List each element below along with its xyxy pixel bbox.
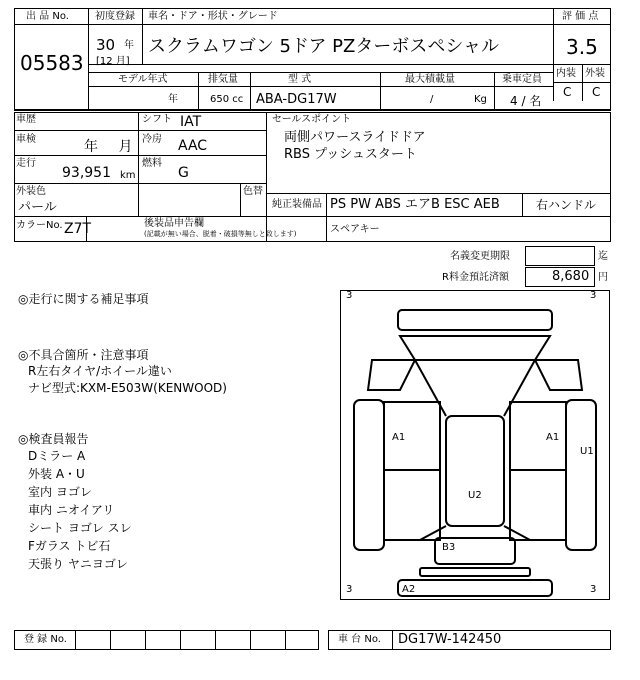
mark-left-door: A1 bbox=[392, 432, 406, 443]
mileage-value: 93,951 bbox=[62, 165, 111, 181]
sales-point-2: RBS プッシュスタート bbox=[284, 147, 417, 162]
roof-outline bbox=[446, 416, 504, 526]
rear-bumper-outline bbox=[398, 580, 552, 596]
ac-label: 冷房 bbox=[142, 134, 162, 145]
mark-rear-bumper: A2 bbox=[402, 584, 416, 595]
aftermarket-value: スペアキー bbox=[330, 224, 380, 235]
mark-rear: B3 bbox=[442, 542, 456, 553]
front-left-mark: 3 bbox=[346, 290, 353, 301]
car-diagram bbox=[340, 290, 610, 600]
front-bumper-outline bbox=[398, 310, 552, 330]
shift-value: IAT bbox=[180, 114, 202, 130]
model-year-label: モデル年式 bbox=[118, 74, 168, 85]
defect-1: R左右タイヤ/ホイール違い bbox=[28, 364, 172, 378]
chassis-label: 車 台 No. bbox=[338, 634, 381, 645]
defects-title: ◎不具合箇所・注意事項 bbox=[18, 348, 149, 362]
inspector-4: 車内 ニオイアリ bbox=[28, 503, 115, 517]
name-change-box bbox=[525, 246, 595, 266]
chassis-no: DG17W-142450 bbox=[398, 632, 502, 647]
max-load-unit: Kg bbox=[474, 94, 487, 105]
color-no: Z7T bbox=[64, 221, 92, 237]
drive-notes-title: ◎走行に関する補足事項 bbox=[18, 292, 149, 306]
type-value: ABA-DG17W bbox=[256, 92, 337, 107]
sales-point-label: セールスポイント bbox=[272, 114, 352, 125]
sales-point-1: 両側パワースライドドア bbox=[284, 130, 426, 145]
exterior-color: パール bbox=[18, 200, 57, 215]
left-side-outline bbox=[354, 400, 384, 550]
steering: 右ハンドル bbox=[536, 198, 597, 212]
inspector-7: 天張り ヤニヨゴレ bbox=[28, 557, 128, 571]
capacity-label: 乗車定員 bbox=[502, 74, 542, 85]
mark-right-door: A1 bbox=[546, 432, 560, 443]
front-right-mark: 3 bbox=[590, 290, 597, 301]
recycle-value: 8,680 bbox=[552, 269, 590, 284]
right-rear-door-outline bbox=[510, 470, 566, 540]
eval-score: 3.5 bbox=[566, 35, 598, 59]
fuel-label: 燃料 bbox=[142, 158, 162, 169]
rear-left-mark: 3 bbox=[346, 584, 353, 595]
color-no-label: カラーNo. bbox=[16, 220, 63, 231]
lot-label: 出 品 No. bbox=[26, 11, 69, 22]
color-change-label: 色替 bbox=[243, 186, 263, 197]
shift-label: シフト bbox=[142, 114, 172, 125]
fuel-value: G bbox=[178, 165, 189, 181]
type-label: 型 式 bbox=[288, 74, 312, 85]
exterior-color-label: 外装色 bbox=[16, 186, 46, 197]
defect-2: ナビ型式:KXM-E503W(KENWOOD) bbox=[28, 381, 227, 395]
rear-panel-outline bbox=[420, 568, 530, 576]
lot-number: 05583 bbox=[20, 51, 84, 75]
inspector-1: Dミラー A bbox=[28, 449, 86, 463]
max-load-slash: / bbox=[430, 94, 434, 105]
mileage-label: 走行 bbox=[16, 158, 36, 169]
exterior-grade: C bbox=[592, 85, 601, 99]
eval-label: 評 価 点 bbox=[562, 11, 599, 22]
standard-equip-label: 純正装備品 bbox=[272, 199, 322, 210]
name-change-unit: 迄 bbox=[598, 251, 608, 262]
mark-right-side: U1 bbox=[580, 446, 594, 457]
displacement-label: 排気量 bbox=[208, 74, 238, 85]
first-reg-year: 30 bbox=[96, 36, 116, 54]
aftermarket-note: (記載が無い場合、脱着・破損等無しと致します) bbox=[144, 230, 297, 238]
interior-grade: C bbox=[563, 85, 572, 99]
model-year-unit: 年 bbox=[168, 94, 178, 105]
recycle-label: R料金預託済額 bbox=[442, 272, 509, 283]
first-reg-month: [12 月] bbox=[96, 56, 130, 67]
inspector-5: シート ヨゴレ スレ bbox=[28, 521, 132, 535]
ac-value: AAC bbox=[178, 138, 208, 154]
inspector-3: 室内 ヨゴレ bbox=[28, 485, 92, 499]
history-label: 車歴 bbox=[16, 114, 36, 125]
right-side-outline bbox=[566, 400, 596, 550]
left-fender-outline bbox=[368, 360, 415, 390]
inspector-2: 外装 A・U bbox=[28, 467, 85, 481]
windshield-outline bbox=[400, 336, 550, 360]
aftermarket-label: 後装品申告欄 bbox=[144, 218, 204, 229]
recycle-unit: 円 bbox=[598, 272, 608, 283]
right-fender-outline bbox=[535, 360, 582, 390]
first-reg-year-unit: 年 bbox=[124, 40, 134, 51]
mileage-unit: km bbox=[120, 170, 136, 181]
exterior-label: 外装 bbox=[585, 68, 605, 79]
reg-no-label: 登 録 No. bbox=[24, 634, 67, 645]
max-load-label: 最大積載量 bbox=[405, 74, 455, 85]
inspection-value: 年 月 bbox=[84, 139, 133, 155]
inspection-label: 車検 bbox=[16, 134, 36, 145]
rear-right-mark: 3 bbox=[590, 584, 597, 595]
name-change-label: 名義変更期限 bbox=[450, 251, 510, 262]
first-reg-label: 初度登録 bbox=[95, 11, 135, 22]
displacement: 650 cc bbox=[210, 94, 244, 105]
car-name-label: 車名・ドア・形状・グレード bbox=[148, 11, 278, 22]
car-name: スクラムワゴン 5ドア PZターボスペシャル bbox=[148, 36, 499, 57]
left-rear-door-outline bbox=[384, 470, 440, 540]
capacity: 4 / 名 bbox=[510, 94, 542, 108]
mark-roof: U2 bbox=[468, 490, 482, 501]
standard-equip: PS PW ABS エアB ESC AEB bbox=[330, 197, 500, 212]
inspector-title: ◎検査員報告 bbox=[18, 432, 89, 446]
inspector-6: Fガラス トビ石 bbox=[28, 539, 111, 553]
interior-label: 内装 bbox=[556, 68, 576, 79]
